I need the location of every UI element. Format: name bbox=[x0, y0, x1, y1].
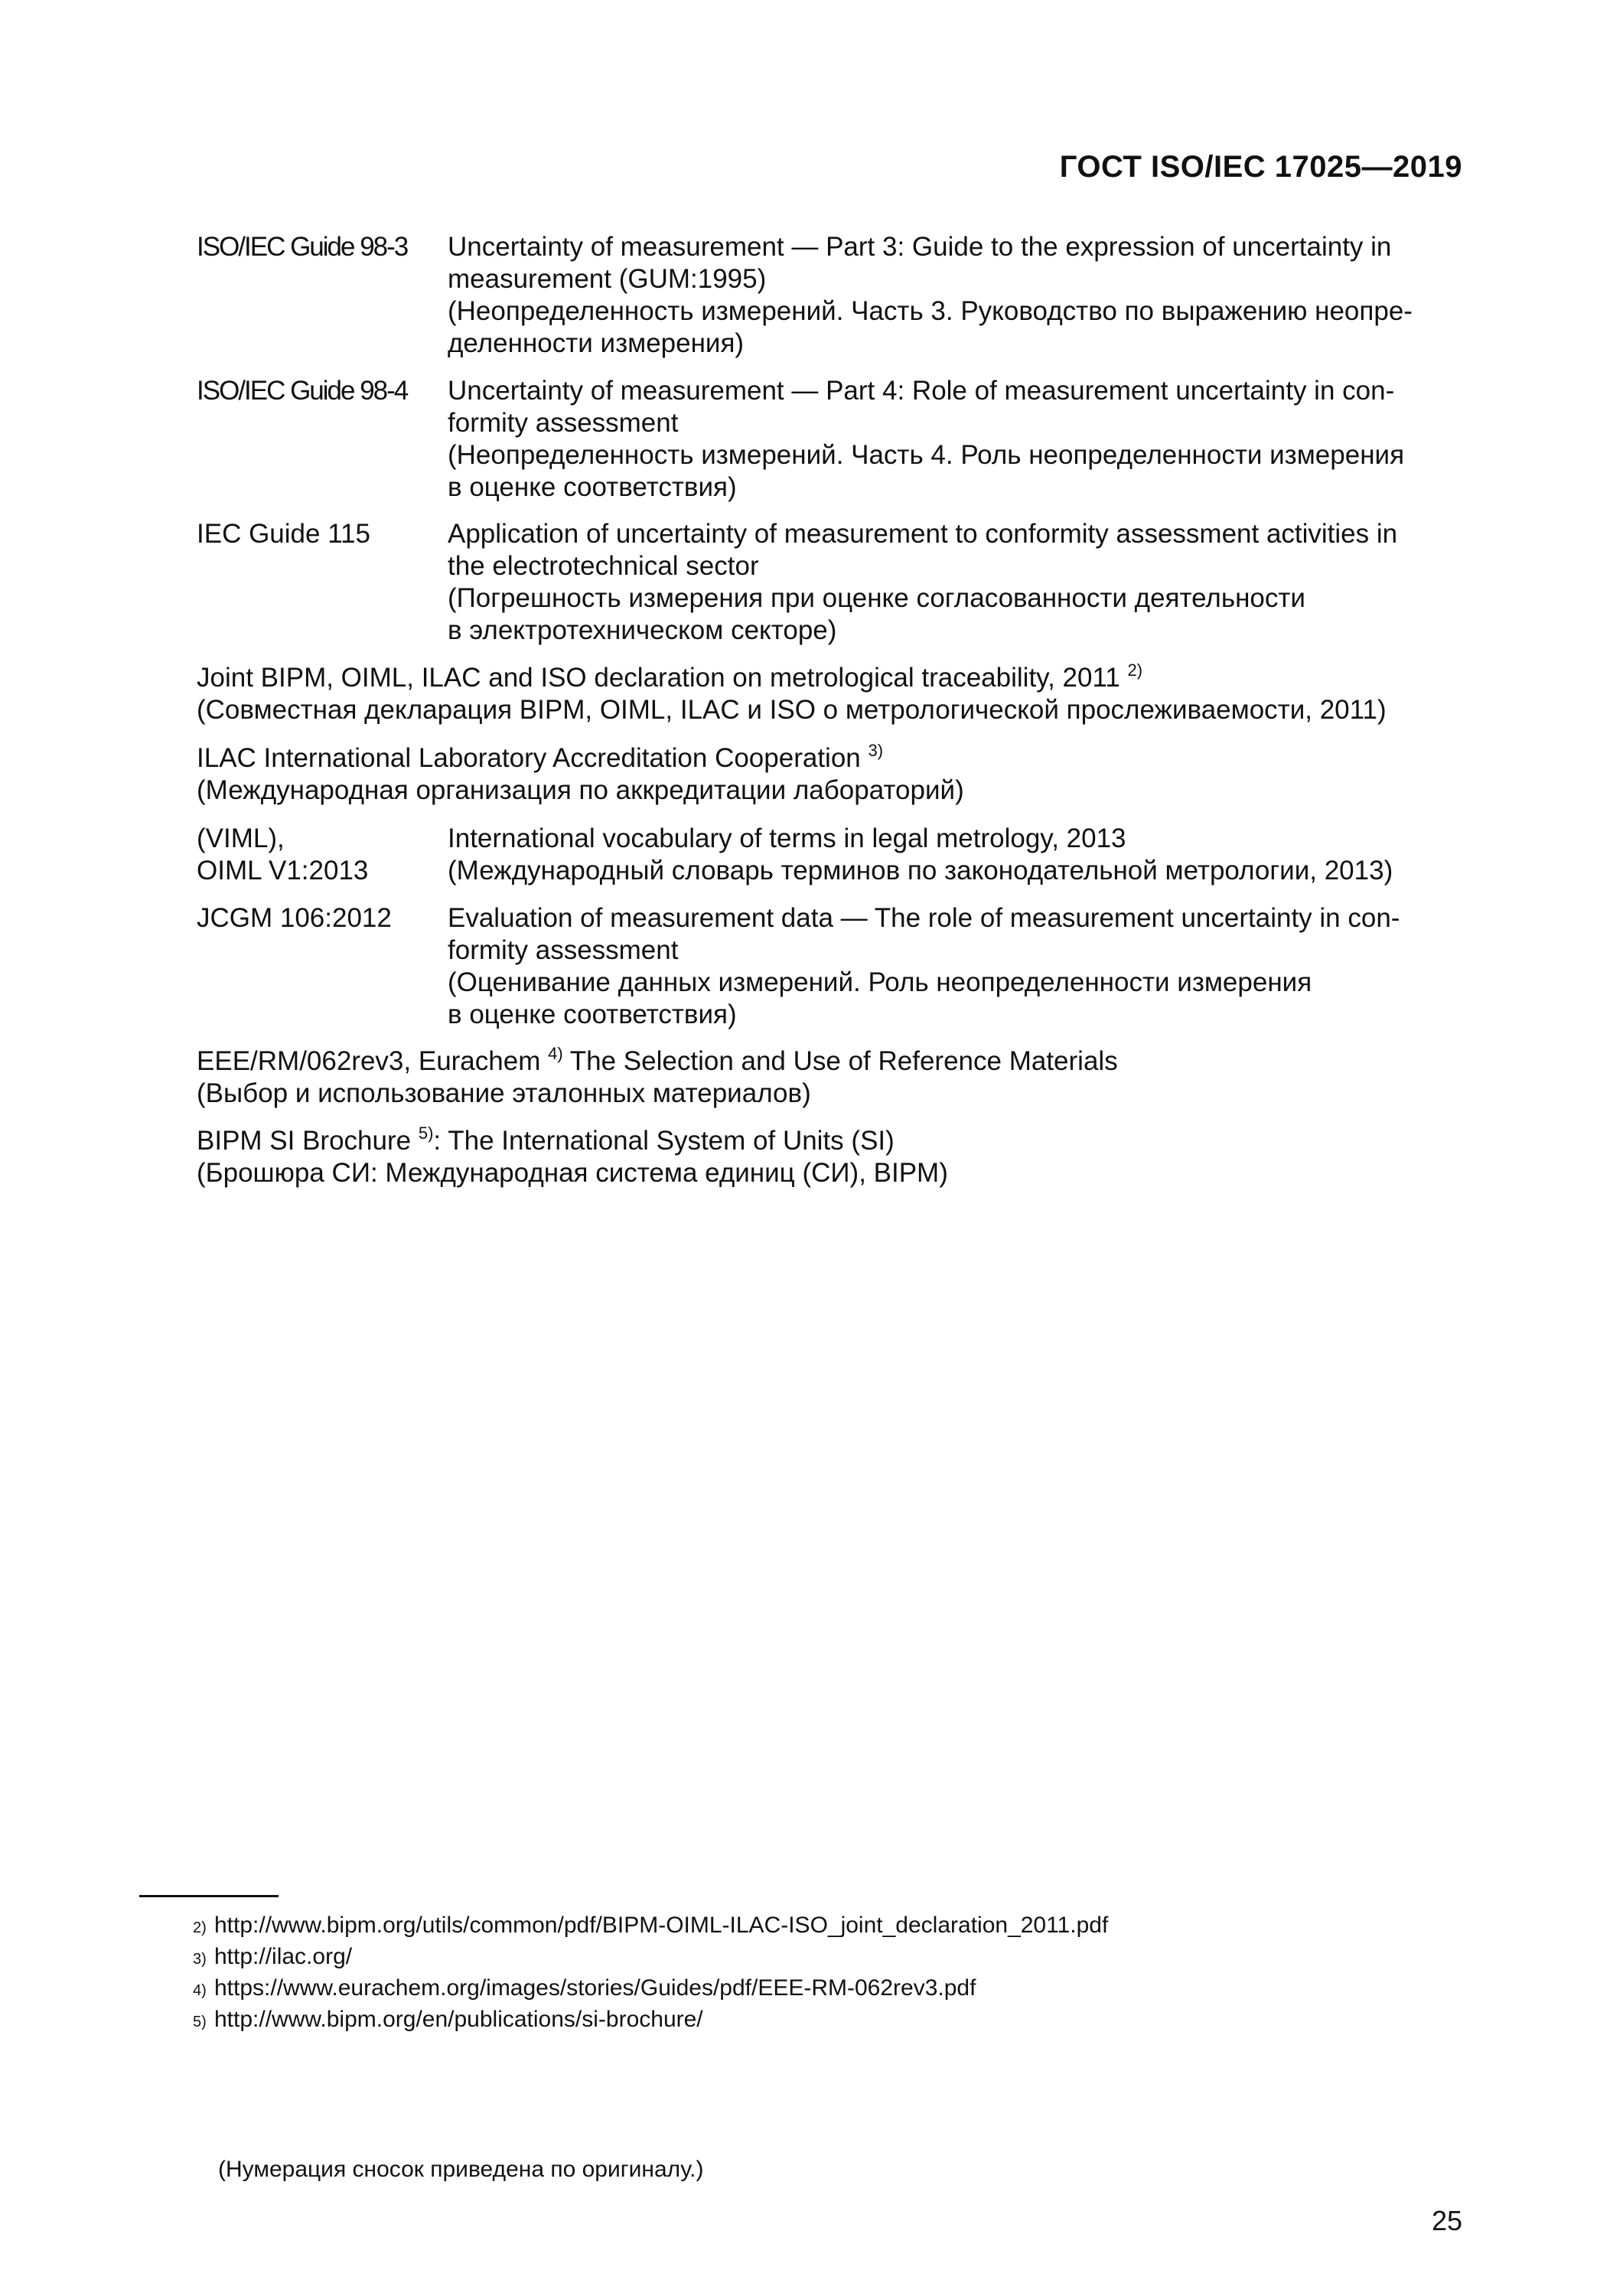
footnote-ref-3: 3) bbox=[868, 741, 884, 760]
bipm-translation: (Брошюра СИ: Международная система единиц (СИ), BIPM) bbox=[197, 1158, 948, 1188]
bipm-title: : The International System of Units (SI) bbox=[433, 1126, 895, 1156]
viml-code-line-2: OIML V1:2013 bbox=[197, 856, 369, 885]
description-line: (Неопределенность измерений. Часть 4. Роль неопределенности измерения bbox=[448, 440, 1405, 470]
description-line: Uncertainty of measurement — Part 3: Guide to the expression of uncertainty in bbox=[448, 232, 1392, 262]
reference-code-viml bbox=[197, 823, 442, 887]
footnote-2 bbox=[193, 1911, 1108, 1942]
joint-declaration-translation: (Совместная декларация BIPM, OIML, ILAC и ISO о метрологической прослеживаемости, 2011) bbox=[197, 695, 1387, 725]
eurachem-title: The Selection and Use of Reference Materials bbox=[569, 1046, 1118, 1076]
description-line: formity assessment bbox=[448, 408, 679, 438]
reference-bipm-si-brochure bbox=[197, 1125, 1467, 1189]
reference-code-guide-98-4: ISO/IEC Guide 98-4 bbox=[197, 376, 408, 406]
description-line: Uncertainty of measurement — Part 4: Role of measurement uncertainty in con- bbox=[448, 376, 1395, 406]
reference-description-guide-98-4 bbox=[448, 375, 1454, 504]
footnote-link[interactable]: http://www.bipm.org/utils/common/pdf/BIPM-OIML-ILAC-ISO_joint_declaration_2011.pdf bbox=[214, 1913, 1109, 1938]
reference-code-iec-guide-115: IEC Guide 115 bbox=[197, 519, 370, 549]
description-line: (Международный словарь терминов по законодательной метрологии, 2013) bbox=[448, 856, 1393, 885]
description-line: деленности измерения) bbox=[448, 328, 745, 358]
description-line: (Погрешность измерения при оценке согласованности деятельности bbox=[448, 583, 1305, 613]
ilac-translation: (Международная организация по аккредитации лабораторий) bbox=[197, 775, 964, 805]
footnote-5 bbox=[193, 2005, 703, 2037]
description-line: (Оценивание данных измерений. Роль неопределенности измерения bbox=[448, 967, 1312, 997]
reference-joint-declaration bbox=[197, 662, 1467, 726]
reference-eurachem bbox=[197, 1045, 1467, 1110]
footnote-link[interactable]: http://www.bipm.org/en/publications/si-brochure/ bbox=[214, 2007, 703, 2032]
description-line: International vocabulary of terms in legal metrology, 2013 bbox=[448, 823, 1126, 853]
description-line: Evaluation of measurement data — The role of measurement uncertainty in con- bbox=[448, 903, 1400, 933]
reference-description-guide-98-3 bbox=[448, 231, 1454, 360]
reference-description-jcgm-106 bbox=[448, 902, 1454, 1031]
eurachem-translation: (Выбор и использование эталонных материалов) bbox=[197, 1078, 811, 1108]
viml-code-line-1: (VIML), bbox=[197, 823, 285, 853]
description-line: в оценке соответствия) bbox=[448, 1000, 737, 1029]
bipm-code: BIPM SI Brochure bbox=[197, 1126, 412, 1156]
footnote-numbering-note: (Нумерация сносок приведена по оригиналу.) bbox=[218, 2157, 704, 2182]
footnote-number: 3) bbox=[193, 1951, 207, 1968]
description-line: Application of uncertainty of measurement to conformity assessment activities in bbox=[448, 519, 1398, 549]
footnote-link[interactable]: https://www.eurachem.org/images/stories/Guides/pdf/EEE-RM-062rev3.pdf bbox=[214, 1975, 976, 2001]
document-header: ГОСТ ISO/IEC 17025—2019 bbox=[1059, 150, 1462, 184]
description-line: measurement (GUM:1995) bbox=[448, 264, 767, 294]
joint-declaration-title: Joint BIPM, OIML, ILAC and ISO declaration on metrological traceability, 2011 bbox=[197, 663, 1120, 693]
footnote-link[interactable]: http://ilac.org/ bbox=[214, 1944, 353, 1969]
footnote-ref-2: 2) bbox=[1127, 660, 1143, 680]
footnote-ref-4: 4) bbox=[548, 1044, 563, 1063]
reference-ilac bbox=[197, 742, 1467, 807]
description-line: the electrotechnical sector bbox=[448, 551, 759, 581]
footnote-number: 4) bbox=[193, 1982, 207, 1999]
eurachem-code: EEE/RM/062rev3, Eurachem bbox=[197, 1046, 541, 1076]
reference-code-jcgm-106: JCGM 106:2012 bbox=[197, 903, 392, 933]
footnote-number: 5) bbox=[193, 2014, 207, 2030]
reference-code-guide-98-3: ISO/IEC Guide 98-3 bbox=[197, 232, 408, 262]
footnote-4 bbox=[193, 1974, 976, 2005]
footnote-3 bbox=[193, 1942, 352, 1974]
description-line: (Неопределенность измерений. Часть 3. Руководство по выражению неопре- bbox=[448, 296, 1413, 326]
reference-description-iec-guide-115 bbox=[448, 518, 1454, 647]
footnote-separator bbox=[139, 1895, 279, 1897]
footnote-number: 2) bbox=[193, 1919, 207, 1936]
footnote-ref-5: 5) bbox=[418, 1124, 434, 1143]
page-number: 25 bbox=[1431, 2205, 1462, 2236]
reference-description-viml bbox=[448, 823, 1454, 887]
ilac-title: ILAC International Laboratory Accreditation Cooperation bbox=[197, 743, 861, 773]
description-line: formity assessment bbox=[448, 935, 679, 965]
description-line: в оценке соответствия) bbox=[448, 472, 737, 502]
description-line: в электротехническом секторе) bbox=[448, 615, 837, 645]
